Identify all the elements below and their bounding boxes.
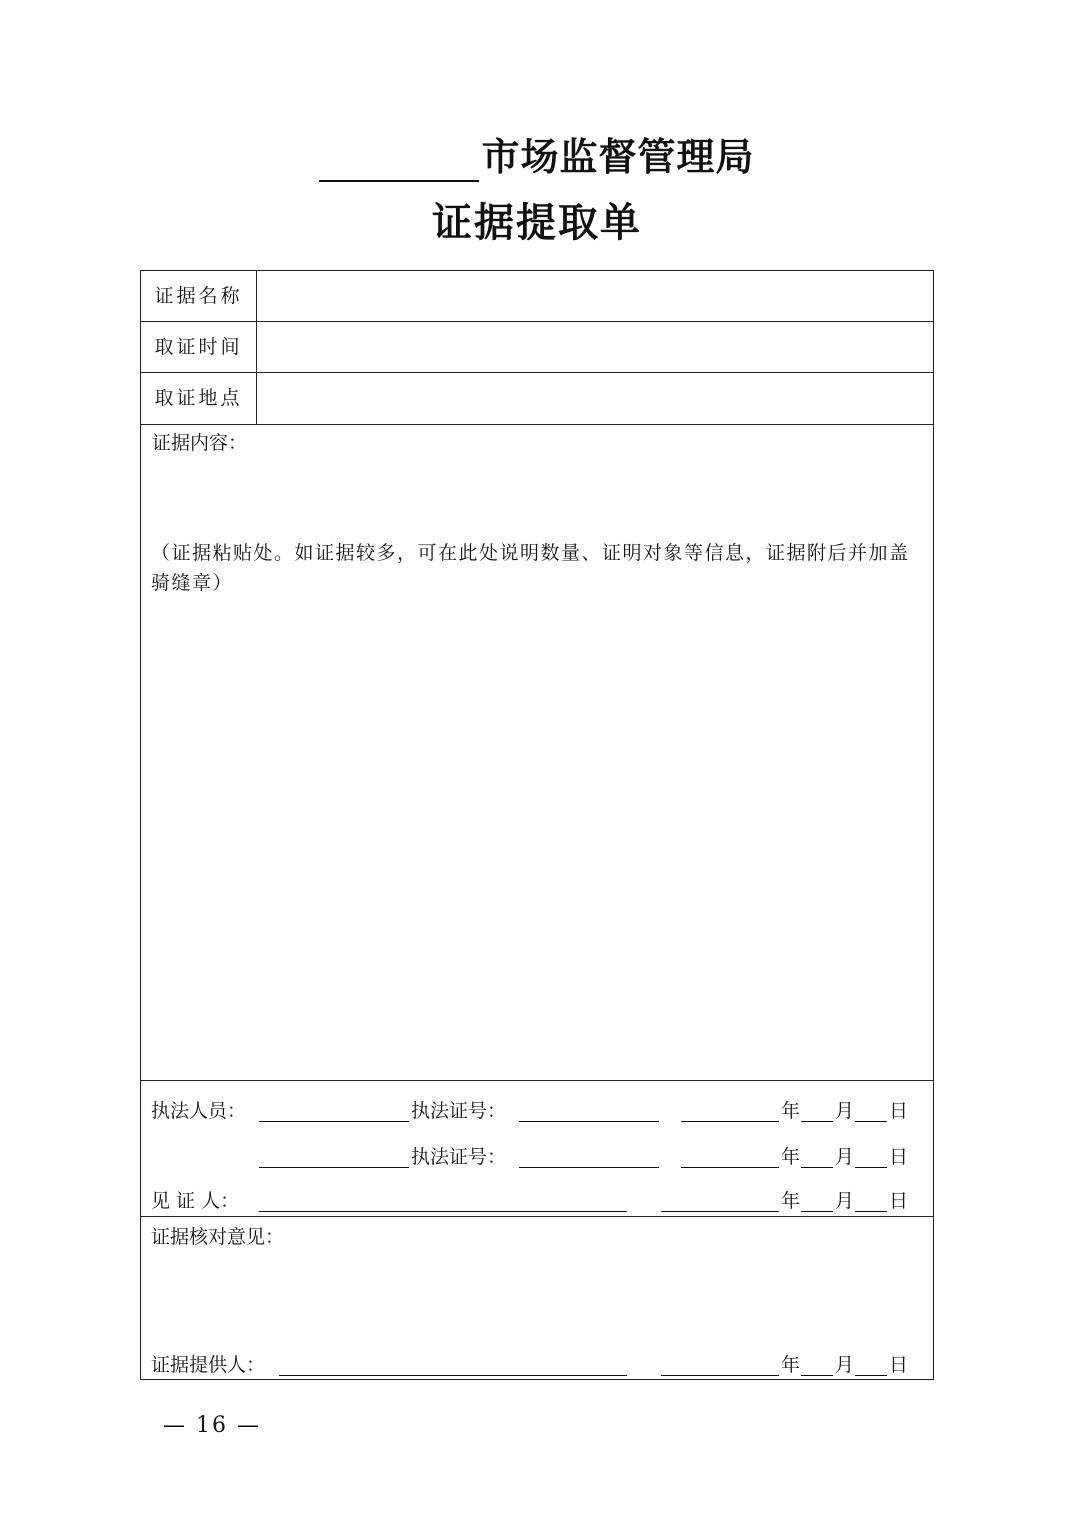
provider-day-line[interactable] [855, 1375, 887, 1376]
verification-label: 证据核对意见： [151, 1226, 285, 1248]
verification-section[interactable] [141, 1217, 933, 1379]
signature-section [141, 1081, 933, 1217]
provider-year-line[interactable] [661, 1375, 779, 1376]
cert-number-1-line[interactable] [519, 1121, 659, 1122]
evidence-content-label: 证据内容： [152, 432, 248, 454]
agency-name-blank[interactable] [319, 138, 479, 182]
officer-1-name-line[interactable] [259, 1121, 409, 1122]
day-label-3: 日 [889, 1190, 909, 1212]
provider-label: 证据提供人： [151, 1354, 266, 1376]
cert-number-label-2: 执法证号： [411, 1146, 507, 1168]
officer-label: 执法人员： [151, 1100, 247, 1122]
month-label-1: 月 [835, 1100, 855, 1122]
officer-1-year-line[interactable] [681, 1121, 779, 1122]
collection-place-label: 取证地点 [141, 373, 257, 424]
day-label-1: 日 [889, 1100, 909, 1122]
year-label-1: 年 [781, 1100, 801, 1122]
day-label-4: 日 [889, 1354, 909, 1376]
evidence-form [140, 270, 934, 1380]
month-label-3: 月 [835, 1190, 855, 1212]
officer-2-name-line[interactable] [259, 1167, 409, 1168]
evidence-name-label: 证据名称 [141, 271, 257, 321]
month-label-2: 月 [835, 1146, 855, 1168]
witness-day-line[interactable] [855, 1211, 887, 1212]
witness-month-line[interactable] [801, 1211, 833, 1212]
agency-title [0, 132, 1074, 182]
day-label-2: 日 [889, 1146, 909, 1168]
officer-2-day-line[interactable] [855, 1167, 887, 1168]
collection-place-row[interactable] [141, 373, 933, 425]
evidence-content-area[interactable] [141, 425, 933, 1081]
form-title: 证据提取单 [432, 199, 642, 246]
provider-name-line[interactable] [279, 1375, 627, 1376]
year-label-2: 年 [781, 1146, 801, 1168]
page-number: — 16 — [163, 1413, 261, 1438]
provider-month-line[interactable] [801, 1375, 833, 1376]
witness-name-line[interactable] [259, 1211, 627, 1212]
officer-1-month-line[interactable] [801, 1121, 833, 1122]
officer-1-day-line[interactable] [855, 1121, 887, 1122]
officer-2-year-line[interactable] [681, 1167, 779, 1168]
collection-time-label: 取证时间 [141, 322, 257, 372]
cert-number-label-1: 执法证号： [411, 1100, 507, 1122]
agency-suffix: 市场监督管理局 [481, 134, 755, 179]
cert-number-2-line[interactable] [519, 1167, 659, 1168]
collection-time-row[interactable] [141, 322, 933, 373]
evidence-name-row[interactable] [141, 271, 933, 322]
year-label-4: 年 [781, 1354, 801, 1376]
witness-year-line[interactable] [661, 1211, 779, 1212]
evidence-paste-note: （证据粘贴处。如证据较多，可在此处说明数量、证明对象等信息，证据附后并加盖骑缝章） [151, 542, 910, 594]
month-label-4: 月 [835, 1354, 855, 1376]
officer-2-month-line[interactable] [801, 1167, 833, 1168]
witness-label: 见 证 人： [151, 1190, 240, 1212]
year-label-3: 年 [781, 1190, 801, 1212]
